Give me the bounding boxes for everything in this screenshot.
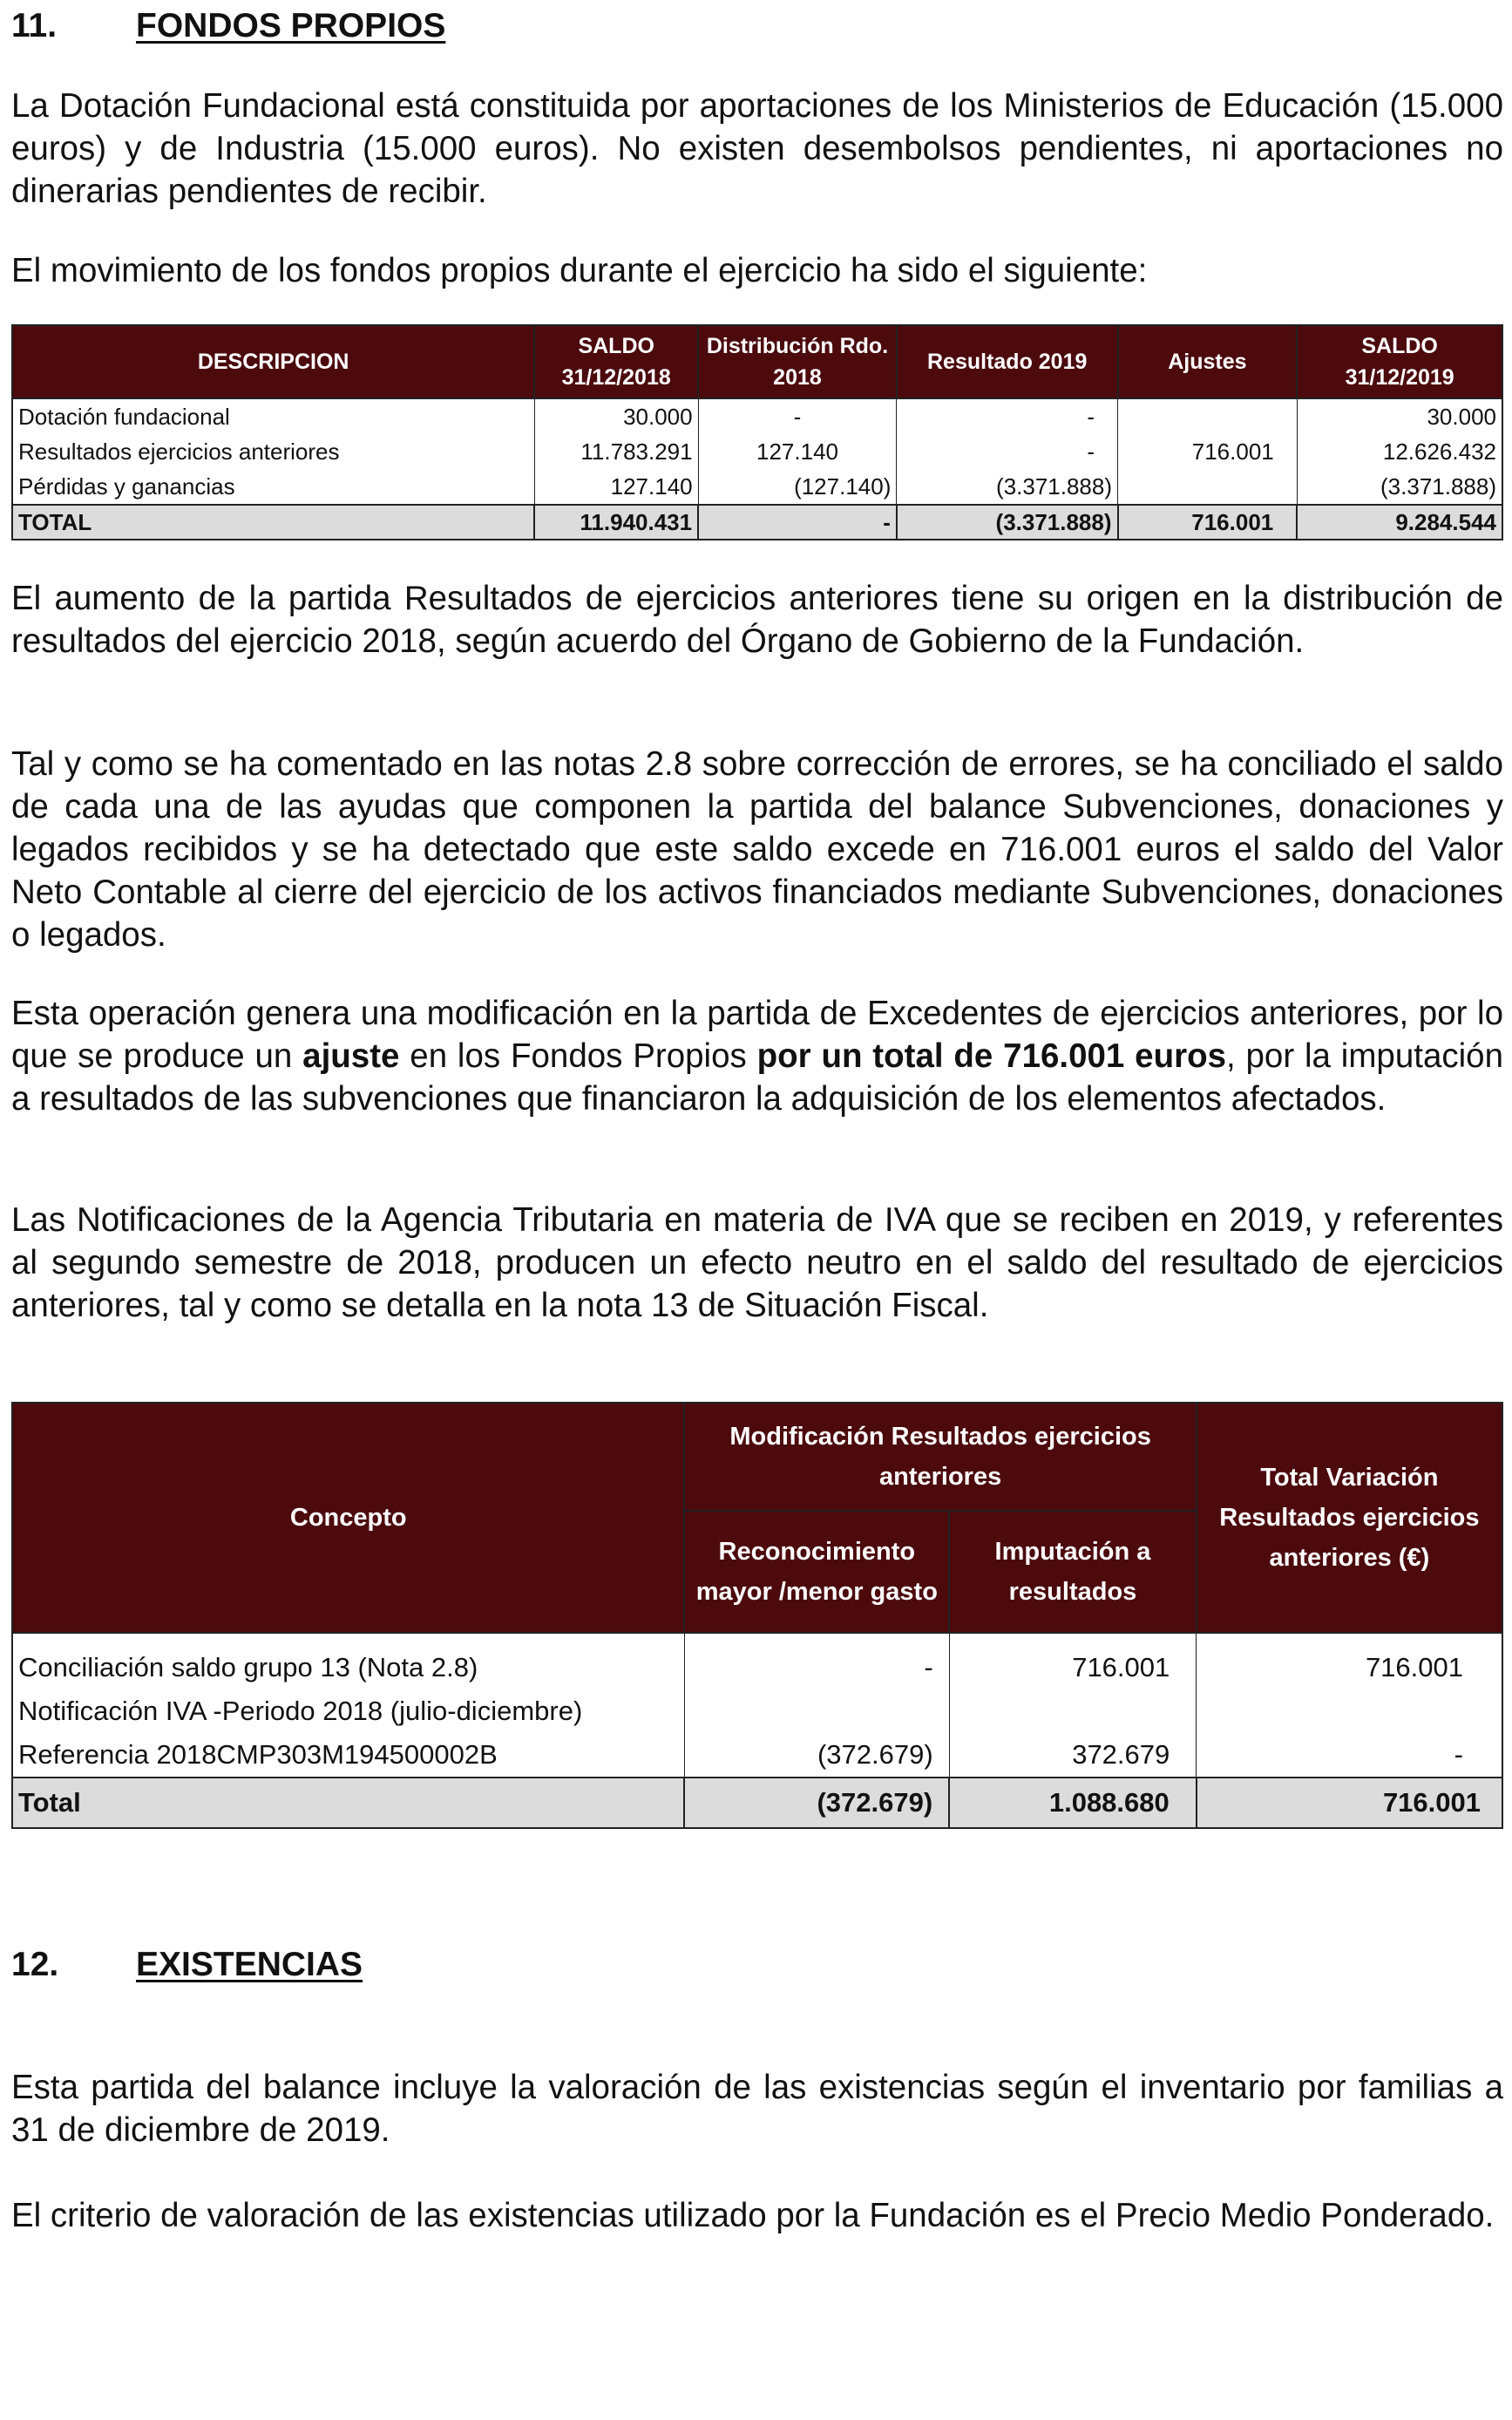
- table-row: [12, 1689, 1502, 1733]
- table-total-row: [12, 1778, 1502, 1828]
- table-cell: Resultados ejercicios anteriores: [12, 434, 534, 469]
- section-title: EXISTENCIAS: [136, 1946, 363, 1983]
- section-number: 11.: [11, 7, 58, 44]
- paragraph: Las Notificaciones de la Agencia Tributaria en materia de IVA que se reciben en 2019, y referentes al segundo semestre de 2018, producen un efecto neutro en el saldo del resultado de ejercicios anteriores, tal y como se detalla en la nota 13 de Situación Fiscal.: [11, 1201, 1503, 1324]
- paragraph: El criterio de valoración de las existencias utilizado por la Fundación es el Precio Medio Ponderado.: [11, 2197, 1495, 2234]
- paragraph: La Dotación Fundacional está constituida por aportaciones de los Ministerios de Educación (15.000 euros) y de Industria (15.000 euros). No existen desembolsos pendientes, ni aportaciones no dinerarias pendientes de recibir.: [11, 87, 1503, 210]
- table-cell: [1118, 398, 1298, 434]
- variacion-resultados-table: [11, 1402, 1503, 1829]
- table-header-row: [12, 1403, 1502, 1511]
- column-header: Concepto: [12, 1403, 684, 1633]
- table-cell: Notificación IVA -Periodo 2018 (julio-diciembre): [12, 1689, 684, 1733]
- table-cell: -: [698, 505, 897, 540]
- table-cell: 127.140: [698, 434, 897, 469]
- table-cell: [949, 1689, 1197, 1733]
- table-cell: 372.679: [949, 1733, 1197, 1778]
- paragraph: El aumento de la partida Resultados de ejercicios anteriores tiene su origen en la distribución de resultados del ejercicio 2018, según acuerdo del Órgano de Gobierno de la Fundación.: [11, 580, 1503, 660]
- column-header: Resultado 2019: [897, 325, 1118, 398]
- column-header: Distribución Rdo. 2018: [698, 325, 897, 398]
- table-cell: [1197, 1689, 1502, 1733]
- table-cell: 30.000: [1297, 398, 1502, 434]
- table-cell: 127.140: [534, 469, 698, 505]
- table-header-row: [12, 325, 1502, 398]
- table-cell: 716.001: [1118, 434, 1298, 469]
- column-header: SALDO 31/12/2018: [534, 325, 698, 398]
- table-cell: (3.371.888): [897, 505, 1118, 540]
- table-cell: (372.679): [684, 1778, 949, 1828]
- table-cell: Total: [12, 1778, 684, 1828]
- table-cell: Conciliación saldo grupo 13 (Nota 2.8): [12, 1646, 684, 1689]
- section-11-heading: [11, 7, 445, 45]
- table-row: [12, 469, 1502, 505]
- column-header: SALDO 31/12/2019: [1297, 325, 1502, 398]
- column-header: Modificación Resultados ejercicios anteriores: [684, 1403, 1196, 1511]
- section-title: FONDOS PROPIOS: [136, 7, 446, 44]
- paragraph: Esta operación genera una modificación en la partida de Excedentes de ejercicios anteriores, por lo que se produce un ajuste en los Fondos Propios por un total de 716.001 euros, por la imputación a resultados de las subvenciones que financiaron la adquisición de los elementos afectados.: [11, 995, 1503, 1118]
- column-header: Reconocimiento mayor /menor gasto: [684, 1511, 949, 1633]
- table-cell: [1118, 469, 1298, 505]
- table-cell: 1.088.680: [949, 1778, 1197, 1828]
- table-row: [12, 434, 1502, 469]
- table-cell: [684, 1689, 949, 1733]
- table-cell: (3.371.888): [1297, 469, 1502, 505]
- column-header: Ajustes: [1118, 325, 1298, 398]
- table-cell: -: [684, 1646, 949, 1689]
- table-cell: (372.679): [684, 1733, 949, 1778]
- spacer-row: [12, 1633, 1502, 1646]
- table-cell: -: [698, 398, 897, 434]
- paragraph: Tal y como se ha comentado en las notas 2.8 sobre corrección de errores, se ha conciliado el saldo de cada una de las ayudas que componen la partida del balance Subvenciones, donaciones y legados recibidos y se ha detectado que este saldo excede en 716.001 euros el saldo del Valor Neto Contable al cierre del ejercicio de los activos financiados mediante Subvenciones, donaciones o legados.: [11, 745, 1503, 954]
- table-cell: (3.371.888): [897, 469, 1118, 505]
- table-cell: -: [897, 398, 1118, 434]
- column-header: Total Variación Resultados ejercicios anteriores (€): [1197, 1403, 1502, 1633]
- table-cell: -: [897, 434, 1118, 469]
- table-cell: 11.940.431: [534, 505, 698, 540]
- fondos-propios-table: [11, 324, 1503, 540]
- section-12-heading: [11, 1946, 363, 1984]
- column-header: Imputación a resultados: [949, 1511, 1197, 1633]
- table-total-row: [12, 505, 1502, 540]
- table-cell: 9.284.544: [1297, 505, 1502, 540]
- table-cell: 11.783.291: [534, 434, 698, 469]
- table-cell: Referencia 2018CMP303M194500002B: [12, 1733, 684, 1778]
- table-cell: (127.140): [698, 469, 897, 505]
- table-cell: Pérdidas y ganancias: [12, 469, 534, 505]
- table-cell: 716.001: [1197, 1778, 1502, 1828]
- table-row: [12, 1646, 1502, 1689]
- table-cell: Dotación fundacional: [12, 398, 534, 434]
- table-cell: 716.001: [949, 1646, 1197, 1689]
- table-cell: 716.001: [1197, 1646, 1502, 1689]
- section-number: 12.: [11, 1946, 59, 1983]
- table-cell: TOTAL: [12, 505, 534, 540]
- table-cell: 12.626.432: [1297, 434, 1502, 469]
- table-row: [12, 1733, 1502, 1778]
- paragraph: El movimiento de los fondos propios durante el ejercicio ha sido el siguiente:: [11, 252, 1148, 289]
- table-row: [12, 398, 1502, 434]
- table-cell: 30.000: [534, 398, 698, 434]
- column-header: DESCRIPCION: [12, 325, 534, 398]
- table-cell: 716.001: [1118, 505, 1298, 540]
- paragraph: Esta partida del balance incluye la valoración de las existencias según el inventario por familias a 31 de diciembre de 2019.: [11, 2069, 1503, 2149]
- table-cell: -: [1197, 1733, 1502, 1778]
